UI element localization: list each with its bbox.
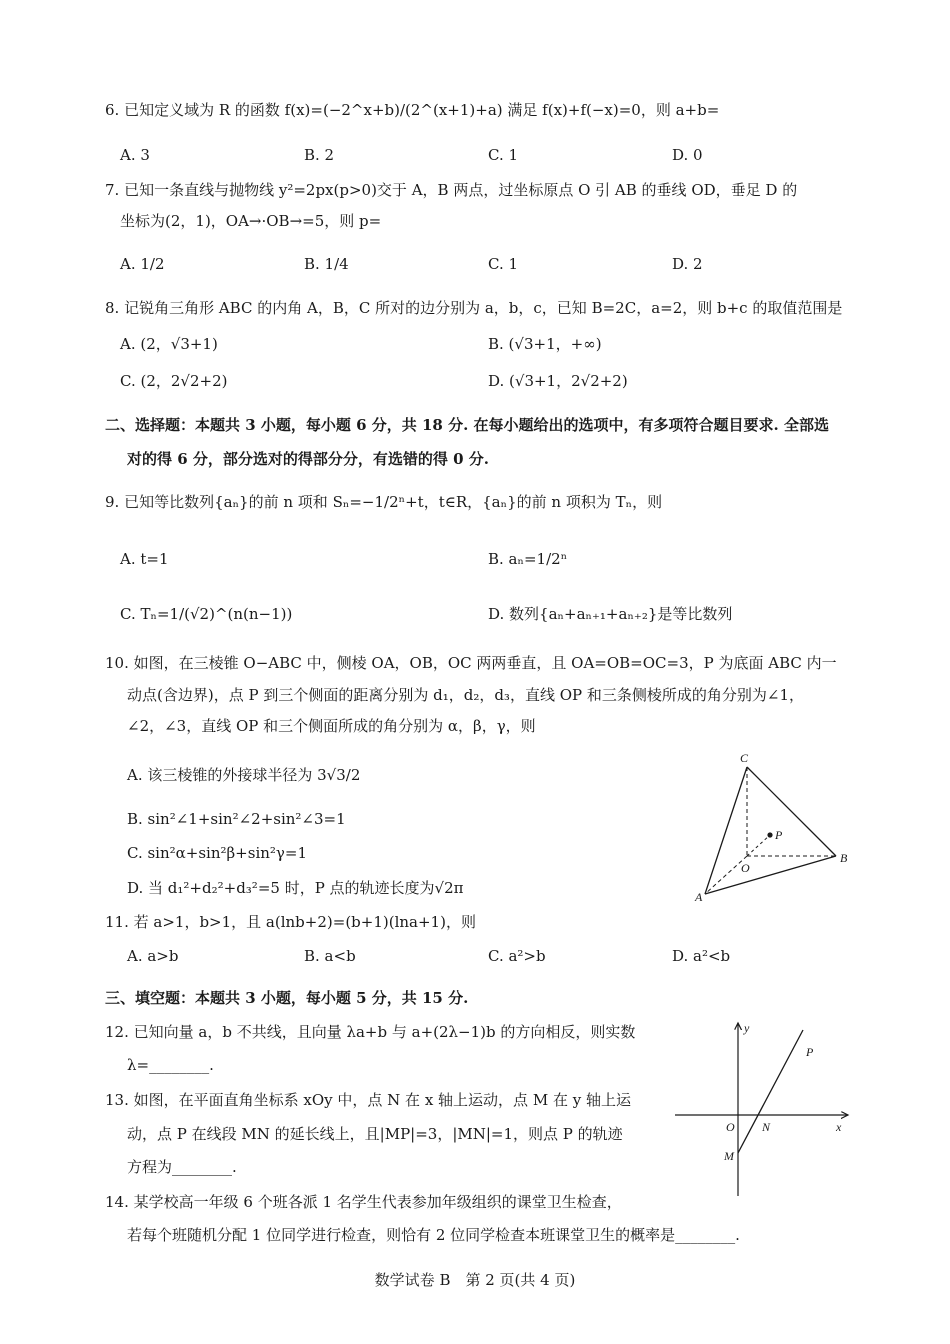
q12-blank: λ=________. [127,1056,214,1074]
segment-mp [738,1030,803,1153]
label-p: P [775,828,783,842]
label-o: O [741,861,750,875]
q13-stem-line1: 13. 如图，在平面直角坐标系 xOy 中，点 N 在 x 轴上运动，点 M 在 y 轴上运 [105,1091,631,1109]
label-y: y [744,1021,750,1035]
q8-option-c: C. (2，2√2+2) [120,372,228,390]
q7-option-c: C. 1 [488,255,519,273]
page-footer: 数学试卷 B 第 2 页(共 4 页) [374,1271,576,1289]
q6-option-d: D. 0 [672,146,703,164]
q11-option-c: C. a²>b [488,947,546,965]
q13-blank: 方程为________. [127,1158,237,1176]
q8-stem: 8. 记锐角三角形 ABC 的内角 A，B，C 所对的边分别为 a，b，c，已知 B=2C，a=2，则 b+c 的取值范围是 [105,299,843,317]
point-p [767,832,772,837]
edge-ab [705,856,836,894]
q6-option-b: B. 2 [304,146,335,164]
q7-option-d: D. 2 [672,255,703,273]
q7-stem-line2: 坐标为(2，1)，OA→·OB→=5，则 p= [120,212,382,230]
label-n: N [762,1120,771,1134]
q9-option-b: B. aₙ=1/2ⁿ [488,550,568,568]
q11-option-a: A. a>b [127,947,179,965]
q10-stem-line1: 10. 如图，在三棱锥 O−ABC 中，侧棱 OA，OB，OC 两两垂直，且 OA=OB=OC=3，P 为底面 ABC 内一 [105,654,837,672]
q6-option-c: C. 1 [488,146,519,164]
q10-option-a: A. 该三棱锥的外接球半径为 3√3/2 [127,766,361,784]
label-m: M [724,1149,734,1163]
q7-stem-line1: 7. 已知一条直线与抛物线 y²=2px(p>0)交于 A，B 两点，过坐标原点 O 引 AB 的垂线 OD，垂足 D 的 [105,181,798,199]
q10-option-d: D. 当 d₁²+d₂²+d₃²=5 时，P 点的轨迹长度为√2π [127,879,464,897]
q9-option-a: A. t=1 [120,550,169,568]
segment-op [747,835,770,856]
q10-option-b: B. sin²∠1+sin²∠2+sin²∠3=1 [127,810,346,828]
q8-option-b: B. (√3+1，+∞) [488,335,602,353]
q10-stem-line3: ∠2，∠3，直线 OP 和三个侧面所成的角分别为 α，β，γ，则 [127,717,536,735]
label-o: O [726,1120,735,1134]
coordinate-figure [672,1018,857,1200]
q6-option-a: A. 3 [120,146,150,164]
q8-option-d: D. (√3+1，2√2+2) [488,372,628,390]
q10-option-c: C. sin²α+sin²β+sin²γ=1 [127,844,307,862]
q9-option-d: D. 数列{aₙ+aₙ₊₁+aₙ₊₂}是等比数列 [488,605,733,623]
label-x: x [836,1120,842,1134]
edge-cb [747,767,836,856]
label-a: A [695,890,703,904]
q8-option-a: A. (2，√3+1) [120,335,218,353]
q11-stem: 11. 若 a>1，b>1，且 a(lnb+2)=(b+1)(lna+1)，则 [105,913,476,931]
tetrahedron-figure [690,748,860,908]
q7-option-a: A. 1/2 [120,255,165,273]
q14-stem-line1: 14. 某学校高一年级 6 个班各派 1 名学生代表参加年级组织的课堂卫生检查， [105,1193,622,1211]
q11-option-b: B. a<b [304,947,356,965]
q13-stem-line2: 动，点 P 在线段 MN 的延长线上，且|MP|=3，|MN|=1，则点 P 的轨迹 [127,1125,623,1143]
label-p: P [806,1045,814,1059]
q14-stem-line2: 若每个班随机分配 1 位同学进行检查，则恰有 2 位同学检查本班课堂卫生的概率是________. [127,1226,740,1244]
section2-heading-line1: 二、选择题：本题共 3 小题，每小题 6 分，共 18 分. 在每小题给出的选项中，有多项符合题目要求. 全部选 [105,416,829,434]
q11-option-d: D. a²<b [672,947,731,965]
section3-heading: 三、填空题：本题共 3 小题，每小题 5 分，共 15 分. [105,989,469,1007]
label-c: C [740,751,749,765]
q12-stem-line1: 12. 已知向量 a，b 不共线，且向量 λa+b 与 a+(2λ−1)b 的方向相反，则实数 [105,1023,636,1041]
section2-heading-line2: 对的得 6 分，部分选对的得部分分，有选错的得 0 分. [127,450,489,468]
label-b: B [840,851,848,865]
q9-stem: 9. 已知等比数列{aₙ}的前 n 项和 Sₙ=−1/2ⁿ+t，t∈R，{aₙ}的前 n 项积为 Tₙ，则 [105,493,663,511]
q9-option-c: C. Tₙ=1/(√2)^(n(n−1)) [120,605,293,623]
q10-stem-line2: 动点(含边界)，点 P 到三个侧面的距离分别为 d₁，d₂，d₃，直线 OP 和三条侧棱所成的角分别为∠1， [127,686,804,704]
q6-stem: 6. 已知定义域为 R 的函数 f(x)=(−2^x+b)/(2^(x+1)+a) 满足 f(x)+f(−x)=0，则 a+b= [105,101,720,119]
q7-option-b: B. 1/4 [304,255,349,273]
